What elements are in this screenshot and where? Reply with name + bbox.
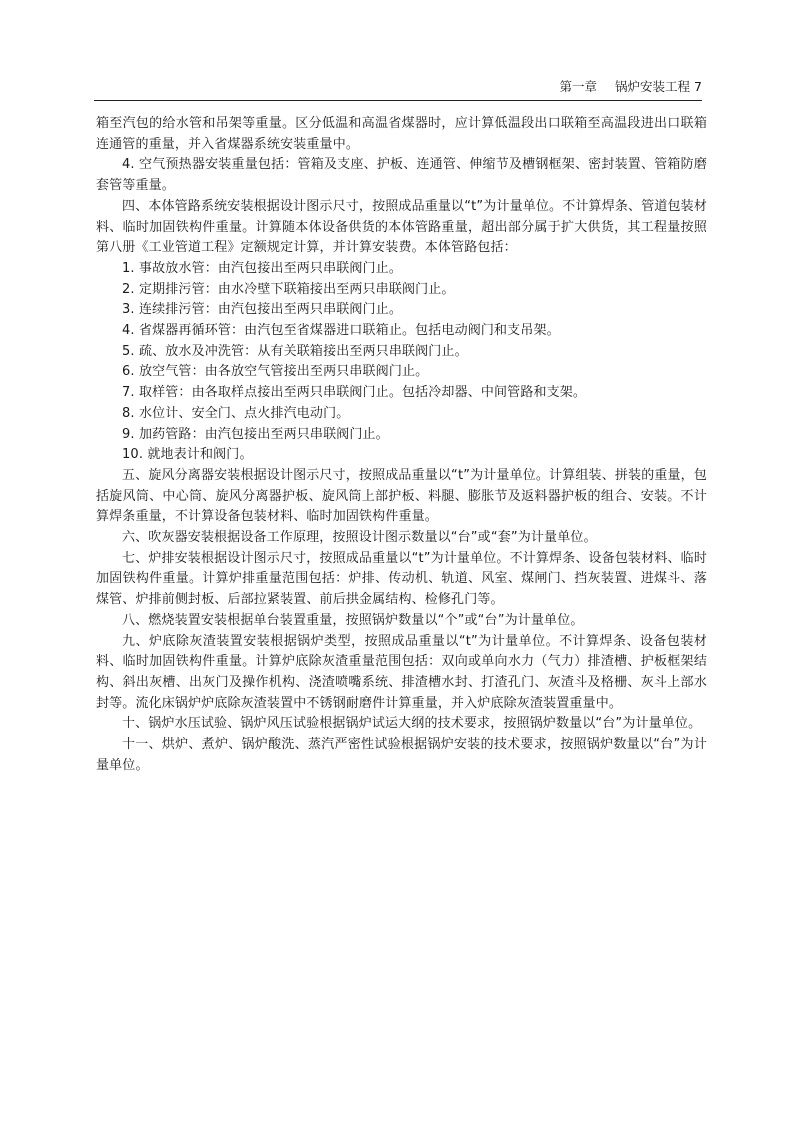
list-item: 10. 就地表计和阀门。	[122, 447, 253, 463]
list-item: 8. 水位计、安全门、点火排汽电动门。	[122, 405, 350, 421]
paragraph-section-7: 七、炉排安装根据设计图示尺寸，按照成品重量以“t”为计量单位。不计算焊条、设备包装材料、临时加固铁构件重量。计算炉排重量范围包括：炉排、传动机、轨道、风室、煤闸门、挡灰装置、进煤斗、落煤管、炉排前侧封板、后部拉紧装置、前后拱金属结构、检修孔门等。	[96, 550, 707, 608]
list-item: 6. 放空气管：由各放空气管接出至两只串联阀门止。	[122, 364, 429, 380]
paragraph-continued: 箱至汽包的给水管和吊架等重量。区分低温和高温省煤器时，应计算低温段出口联箱至高温段进出口联箱连通管的重量，并入省煤器系统安装重量中。	[96, 116, 707, 152]
body-text	[96, 114, 707, 777]
page-number: 7	[694, 79, 702, 94]
running-header	[94, 78, 702, 96]
list-item: 4. 空气预热器安装重量包括：管箱及支座、护板、连通管、伸缩节及槽钢框架、密封装置、管箱防磨套管等重量。	[96, 157, 707, 194]
paragraph-section-8: 八、燃烧装置安装根据单台装置重量，按照锅炉数量以“个”或“台”为计量单位。	[122, 612, 584, 628]
header-divider	[94, 100, 702, 101]
list-item: 4. 省煤器再循环管：由汽包至省煤器进口联箱止。包括电动阀门和支吊架。	[122, 323, 560, 339]
list-item: 2. 定期排污管：由水冷壁下联箱接出至两只串联阀门止。	[122, 281, 455, 297]
list-item: 1. 事故放水管：由汽包接出至两只串联阀门止。	[122, 260, 402, 276]
list-item: 9. 加药管路：由汽包接出至两只串联阀门止。	[122, 426, 389, 442]
paragraph-section-4: 四、本体管路系统安装根据设计图示尺寸，按照成品重量以“t”为计量单位。不计算焊条、管道包装材料、临时加固铁构件重量。计算随本体设备供货的本体管路重量，超出部分属于扩大供货，其工程量按照第八册《工业管道工程》定额规定计算，并计算安装费。本体管路包括：	[96, 198, 707, 256]
chapter-label: 第一章	[559, 79, 598, 94]
paragraph-section-10: 十、锅炉水压试验、锅炉风压试验根据锅炉试运大纲的技术要求，按照锅炉数量以“台”为计量单位。	[122, 716, 702, 732]
list-item: 7. 取样管：由各取样点接出至两只串联阀门止。包括冷却器、中间管路和支架。	[122, 385, 587, 401]
paragraph-section-5: 五、旋风分离器安装根据设计图示尺寸，按照成品重量以“t”为计量单位。计算组装、拼装的重量，包括旋风筒、中心筒、旋风分离器护板、旋风筒上部护板、料腿、膨胀节及返料器护板的组合、安装。不计算焊条重量，不计算设备包装材料、临时加固铁构件重量。	[96, 467, 707, 525]
paragraph-section-11: 十一、烘炉、煮炉、锅炉酸洗、蒸汽严密性试验根据锅炉安装的技术要求，按照锅炉数量以“台”为计量单位。	[96, 737, 707, 773]
paragraph-section-6: 六、吹灰器安装根据设备工作原理，按照设计图示数量以“台”或“套”为计量单位。	[122, 530, 597, 546]
paragraph-section-9: 九、炉底除灰渣装置安装根据锅炉类型，按照成品重量以“t”为计量单位。不计算焊条、设备包装材料、临时加固铁构件重量。计算炉底除灰渣重量范围包括：双向或单向水力（气力）排渣槽、护板框架结构、斜出灰槽、出灰门及操作机构、浇渣喷嘴系统、排渣槽水封、打渣孔门、灰渣斗及格栅、灰斗上部水封等。流化床锅炉炉底除灰渣装置中不锈钢耐磨件计算重量，并入炉底除灰渣装置重量中。	[96, 633, 707, 711]
chapter-title: 锅炉安装工程	[615, 79, 691, 94]
list-item: 5. 疏、放水及冲洗管：从有关联箱接出至两只串联阀门止。	[122, 343, 468, 359]
list-item: 3. 连续排污管：由汽包接出至两只串联阀门止。	[122, 302, 402, 318]
